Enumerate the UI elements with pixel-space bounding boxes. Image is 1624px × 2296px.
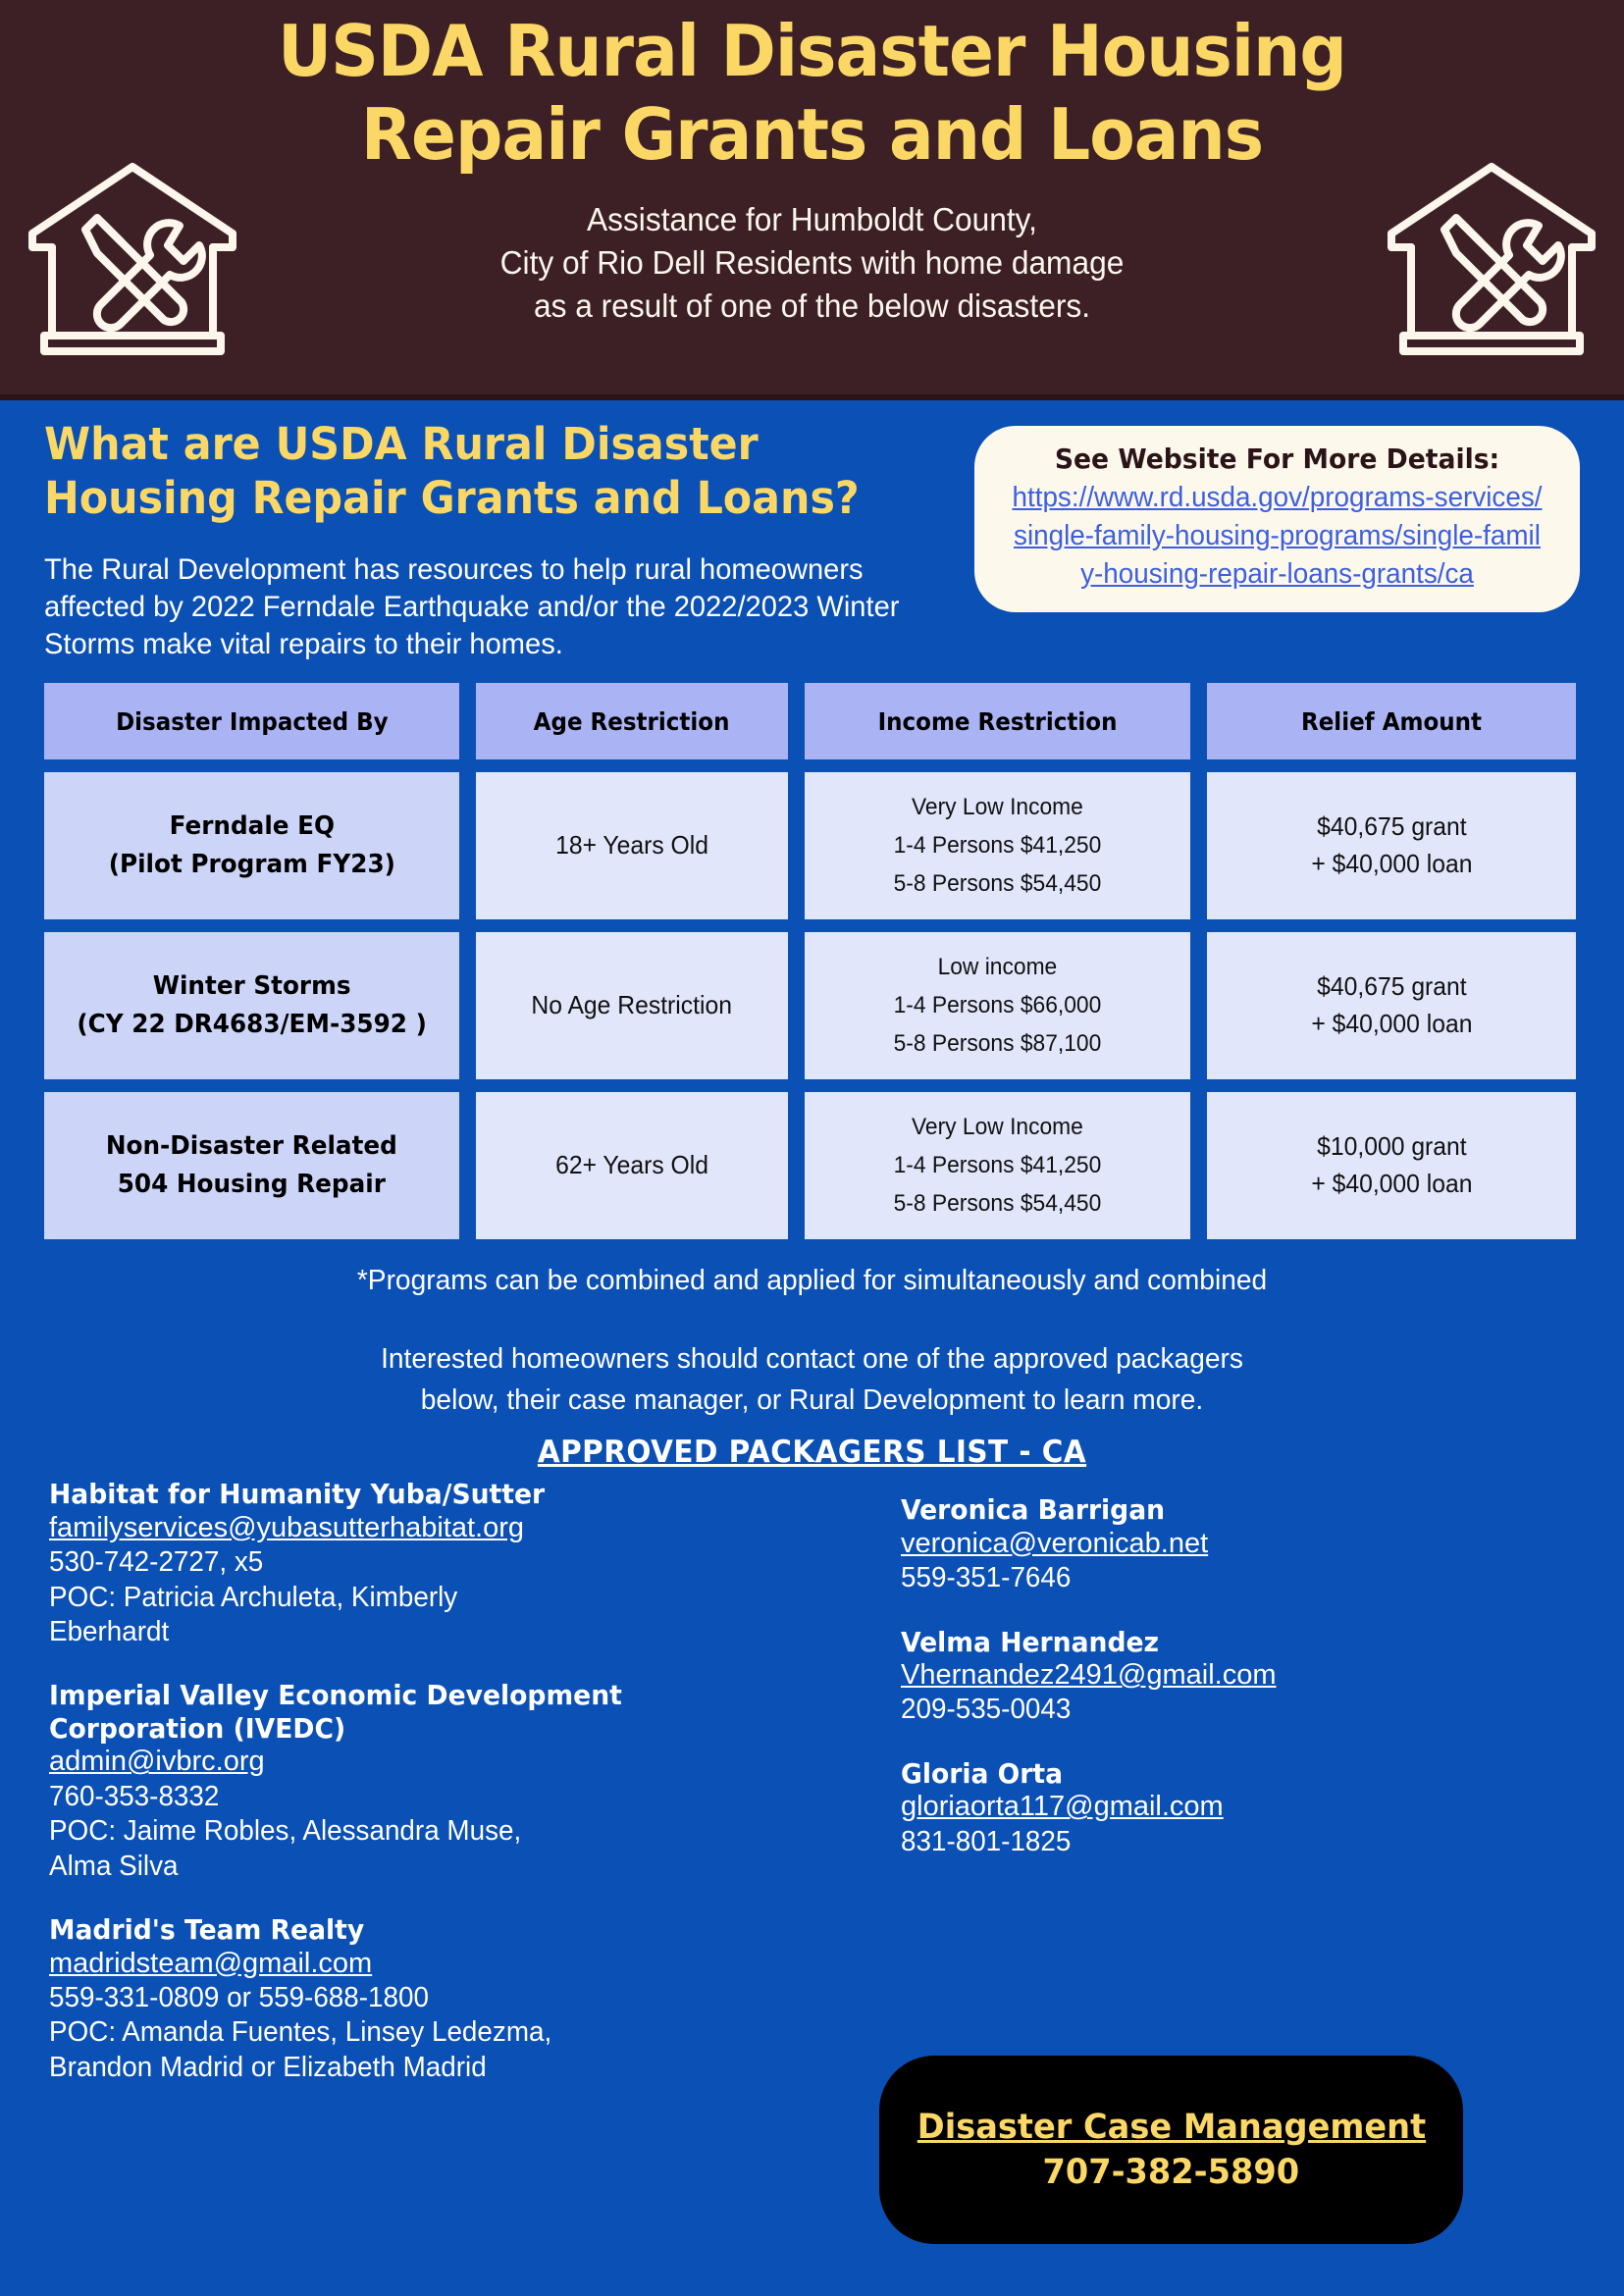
intro-question-line-2: Housing Repair Grants and Loans? bbox=[44, 471, 860, 524]
contact-phone: 831-801-1825 bbox=[901, 1825, 1072, 1857]
income-1-4-persons: 1-4 Persons $41,250 bbox=[893, 831, 1102, 859]
org-poc-line-1: POC: Patricia Archuleta, Kimberly bbox=[49, 1581, 458, 1613]
asterisk-note: *Programs can be combined and applied for simultaneously and combined bbox=[356, 1265, 1268, 1297]
contact-instructions bbox=[25, 1338, 1599, 1421]
page-title-line-2: Repair Grants and Loans bbox=[360, 92, 1264, 176]
packagers-right-column bbox=[844, 1478, 1570, 2085]
income-1-4-persons: 1-4 Persons $66,000 bbox=[893, 991, 1102, 1018]
disaster-program: 504 Housing Repair bbox=[117, 1170, 387, 1200]
org-name-line-1: Imperial Valley Economic Development bbox=[49, 1679, 622, 1712]
table-header-age-label: Age Restriction bbox=[534, 706, 730, 736]
poster-body bbox=[0, 400, 1624, 2085]
table-header-disaster-label: Disaster Impacted By bbox=[115, 706, 389, 736]
table-cell-income bbox=[805, 772, 1190, 919]
website-callout-title: See Website For More Details: bbox=[1054, 443, 1500, 475]
table-header-row bbox=[44, 683, 1580, 759]
table-header-relief-label: Relief Amount bbox=[1301, 706, 1482, 736]
table-header-age bbox=[476, 683, 788, 759]
list-item bbox=[901, 1626, 1570, 1728]
table-header-disaster bbox=[44, 683, 459, 759]
contact-name: Velma Hernandez bbox=[901, 1625, 1160, 1658]
table-header-income bbox=[805, 683, 1190, 759]
org-name: Habitat for Humanity Yuba/Sutter bbox=[49, 1478, 546, 1511]
list-item bbox=[901, 1493, 1570, 1595]
income-category: Very Low Income bbox=[912, 1113, 1083, 1140]
table-cell-income bbox=[805, 1092, 1190, 1239]
page-subtitle-line-3: as a result of one of the below disasters. bbox=[533, 287, 1091, 324]
org-email-link[interactable]: admin@ivbrc.org bbox=[49, 1746, 265, 1778]
contact-email-link[interactable]: Vhernandez2491@gmail.com bbox=[901, 1659, 1277, 1692]
table-row bbox=[44, 772, 1580, 919]
org-email-link[interactable]: familyservices@yubasutterhabitat.org bbox=[49, 1511, 524, 1543]
page-title bbox=[49, 0, 1576, 177]
table-header-relief bbox=[1207, 683, 1576, 759]
poster-header bbox=[0, 0, 1624, 394]
disaster-program: (Pilot Program FY23) bbox=[108, 850, 395, 880]
age-restriction-value: 18+ Years Old bbox=[555, 830, 708, 861]
table-cell-age bbox=[476, 932, 788, 1079]
table-cell-relief bbox=[1207, 1092, 1576, 1239]
org-phone: 559-331-0809 or 559-688-1800 bbox=[49, 1981, 429, 2013]
org-email-link[interactable]: madridsteam@gmail.com bbox=[49, 1947, 373, 1979]
table-header-income-label: Income Restriction bbox=[877, 706, 1118, 736]
table-cell-disaster bbox=[44, 772, 459, 919]
contact-email-link[interactable]: gloriaorta117@gmail.com bbox=[901, 1791, 1224, 1823]
intro-question bbox=[44, 418, 912, 526]
relief-grant: $40,675 grant bbox=[1316, 811, 1467, 842]
intro-question-line-1: What are USDA Rural Disaster bbox=[44, 418, 759, 470]
relief-grant: $40,675 grant bbox=[1316, 971, 1467, 1002]
intro-section bbox=[0, 400, 1624, 663]
income-5-8-persons: 5-8 Persons $54,450 bbox=[893, 869, 1102, 897]
page-title-line-1: USDA Rural Disaster Housing bbox=[278, 10, 1346, 92]
contact-instructions-line-1: Interested homeowners should contact one of the approved packagers bbox=[381, 1343, 1243, 1376]
website-callout-box[interactable] bbox=[974, 426, 1580, 612]
page-subtitle-line-1: Assistance for Humboldt County, bbox=[587, 200, 1037, 237]
income-5-8-persons: 5-8 Persons $87,100 bbox=[893, 1029, 1102, 1057]
packagers-contacts bbox=[0, 1470, 1624, 2085]
disaster-case-management-title[interactable]: Disaster Case Management bbox=[917, 2108, 1426, 2147]
income-5-8-persons: 5-8 Persons $54,450 bbox=[893, 1189, 1102, 1217]
relief-loan: + $40,000 loan bbox=[1310, 1009, 1473, 1039]
table-cell-age bbox=[476, 1092, 788, 1239]
org-poc-line-2: Eberhardt bbox=[49, 1615, 170, 1647]
disaster-program: (CY 22 DR4683/EM-3592 ) bbox=[77, 1010, 427, 1040]
table-row bbox=[44, 932, 1580, 1079]
table-cell-income bbox=[805, 932, 1190, 1079]
relief-loan: + $40,000 loan bbox=[1310, 1169, 1473, 1199]
table-cell-relief bbox=[1207, 932, 1576, 1079]
org-name: Madrid's Team Realty bbox=[49, 1912, 365, 1946]
table-cell-age bbox=[476, 772, 788, 919]
intro-answer: The Rural Development has resources to help rural homeowners affected by 2022 Ferndale Earthquake and/or the 2022/2023 Winter Storms make vital repairs to their homes. bbox=[44, 552, 900, 660]
programs-table bbox=[44, 683, 1580, 1239]
disaster-case-management-box[interactable] bbox=[879, 2056, 1463, 2244]
disaster-case-management-phone: 707-382-5890 bbox=[1042, 2153, 1300, 2192]
disaster-name: Ferndale EQ bbox=[169, 811, 335, 842]
list-item bbox=[49, 1913, 844, 2085]
age-restriction-value: No Age Restriction bbox=[531, 990, 733, 1020]
org-poc-line-1: POC: Jaime Robles, Alessandra Muse, bbox=[49, 1815, 522, 1848]
contact-name: Gloria Orta bbox=[901, 1756, 1064, 1790]
list-item bbox=[49, 1478, 844, 1649]
table-cell-disaster bbox=[44, 932, 459, 1079]
table-cell-disaster bbox=[44, 1092, 459, 1239]
age-restriction-value: 62+ Years Old bbox=[555, 1150, 708, 1180]
contact-phone: 559-351-7646 bbox=[901, 1562, 1072, 1594]
list-item bbox=[49, 1679, 844, 1884]
relief-loan: + $40,000 loan bbox=[1310, 849, 1473, 879]
org-phone: 760-353-8332 bbox=[49, 1780, 220, 1812]
list-item bbox=[901, 1757, 1570, 1859]
org-name-line-2: Corporation (IVEDC) bbox=[49, 1711, 346, 1745]
income-category: Low income bbox=[937, 953, 1058, 980]
table-cell-relief bbox=[1207, 772, 1576, 919]
relief-grant: $10,000 grant bbox=[1316, 1131, 1467, 1162]
contact-email-link[interactable]: veronica@veronicab.net bbox=[901, 1527, 1209, 1559]
org-phone: 530-742-2727, x5 bbox=[49, 1546, 264, 1579]
org-poc-line-1: POC: Amanda Fuentes, Linsey Ledezma, bbox=[49, 2016, 552, 2049]
packagers-left-column bbox=[49, 1478, 844, 2085]
page-subtitle bbox=[32, 198, 1592, 328]
table-row bbox=[44, 1092, 1580, 1239]
approved-packagers-heading: APPROVED PACKAGERS LIST - CA bbox=[537, 1435, 1087, 1471]
contact-name: Veronica Barrigan bbox=[901, 1493, 1166, 1527]
disaster-name: Non-Disaster Related bbox=[105, 1131, 397, 1162]
income-category: Very Low Income bbox=[912, 793, 1083, 820]
org-poc-line-2: Alma Silva bbox=[49, 1850, 179, 1882]
website-url-link[interactable]: https://www.rd.usda.gov/programs-services/single-family-housing-programs/single-family-housing-repair-loans-grants/ca bbox=[1012, 482, 1543, 590]
income-1-4-persons: 1-4 Persons $41,250 bbox=[893, 1151, 1102, 1178]
org-poc-line-2: Brandon Madrid or Elizabeth Madrid bbox=[49, 2051, 487, 2083]
intro-text-block bbox=[44, 418, 957, 663]
contact-phone: 209-535-0043 bbox=[901, 1694, 1072, 1726]
disaster-name: Winter Storms bbox=[152, 971, 351, 1002]
page-subtitle-line-2: City of Rio Dell Residents with home damage bbox=[499, 243, 1125, 281]
contact-instructions-line-2: below, their case manager, or Rural Development to learn more. bbox=[420, 1384, 1204, 1417]
